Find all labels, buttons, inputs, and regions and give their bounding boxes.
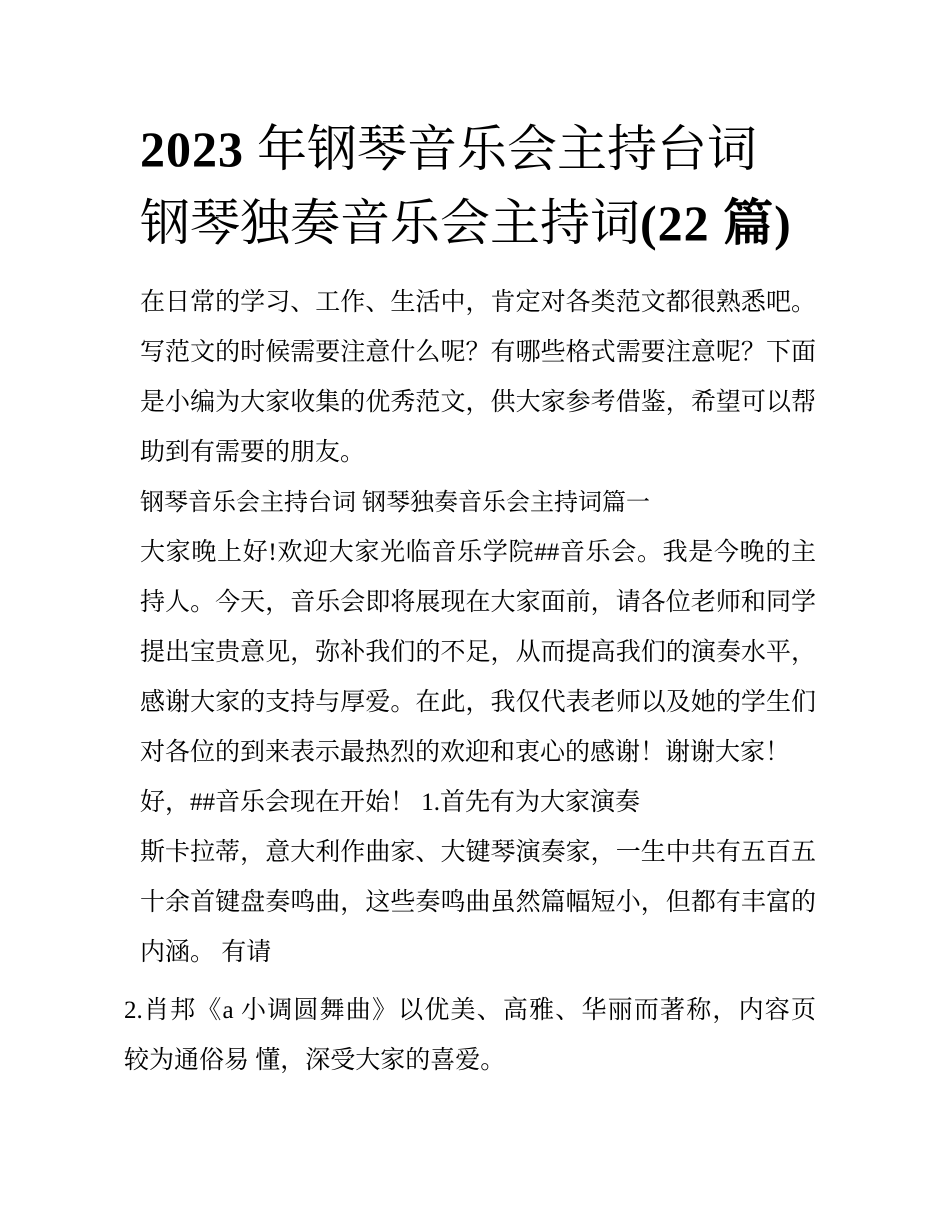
- text-line: 较为通俗易 懂，深受大家的喜爱。: [124, 1047, 506, 1074]
- text-line: 感谢大家的支持与厚爱。在此，我仅代表老师以及她的学生们: [140, 689, 816, 716]
- text-line: 持人。今天，音乐会即将展现在大家面前，请各位老师和同学: [140, 589, 816, 616]
- document-body: [124, 278, 816, 1086]
- speech-paragraph: [140, 528, 816, 828]
- text-line: 大家晚上好!欢迎大家光临音乐学院##音乐会。我是今晚的主: [140, 539, 816, 566]
- text-line: 2.肖邦《a 小调圆舞曲》以优美、高雅、华丽而著称，内容页: [124, 997, 816, 1024]
- title-year: 2023: [140, 121, 244, 177]
- text-line: 对各位的到来表示最热烈的欢迎和衷心的感谢！谢谢大家！: [140, 739, 791, 766]
- title-line-1: [140, 112, 820, 186]
- title-line-2: [140, 186, 820, 260]
- chopin-paragraph: [124, 986, 816, 1086]
- intro-paragraph: [140, 278, 816, 478]
- document-title: [140, 112, 820, 260]
- text-line: 内涵。 有请: [140, 939, 272, 966]
- text-line: 是小编为大家收集的优秀范文，供大家参考借鉴，希望可以帮: [140, 389, 816, 416]
- text-line: 提出宝贵意见，弥补我们的不足，从而提高我们的演奏水平，: [140, 639, 816, 666]
- title-line-1-text: 年钢琴音乐会主持台词: [257, 121, 757, 177]
- scarlatti-paragraph: [140, 828, 816, 978]
- title-count: (22 篇): [640, 195, 792, 251]
- text-line: 斯卡拉蒂，意大利作曲家、大键琴演奏家，一生中共有五百五: [140, 839, 816, 866]
- section-heading: 钢琴音乐会主持台词 钢琴独奏音乐会主持词篇一: [140, 490, 650, 516]
- text-line: 助到有需要的朋友。: [140, 439, 366, 466]
- title-line-2-text: 钢琴独奏音乐会主持词: [140, 195, 640, 251]
- text-line: 在日常的学习、工作、生活中，肯定对各类范文都很熟悉吧。: [140, 289, 816, 316]
- text-line: 好，##音乐会现在开始！ 1.首先有为大家演奏: [140, 789, 641, 816]
- text-line: 十余首键盘奏鸣曲，这些奏鸣曲虽然篇幅短小，但都有丰富的: [140, 889, 816, 916]
- text-line: 写范文的时候需要注意什么呢？有哪些格式需要注意呢？下面: [140, 339, 816, 366]
